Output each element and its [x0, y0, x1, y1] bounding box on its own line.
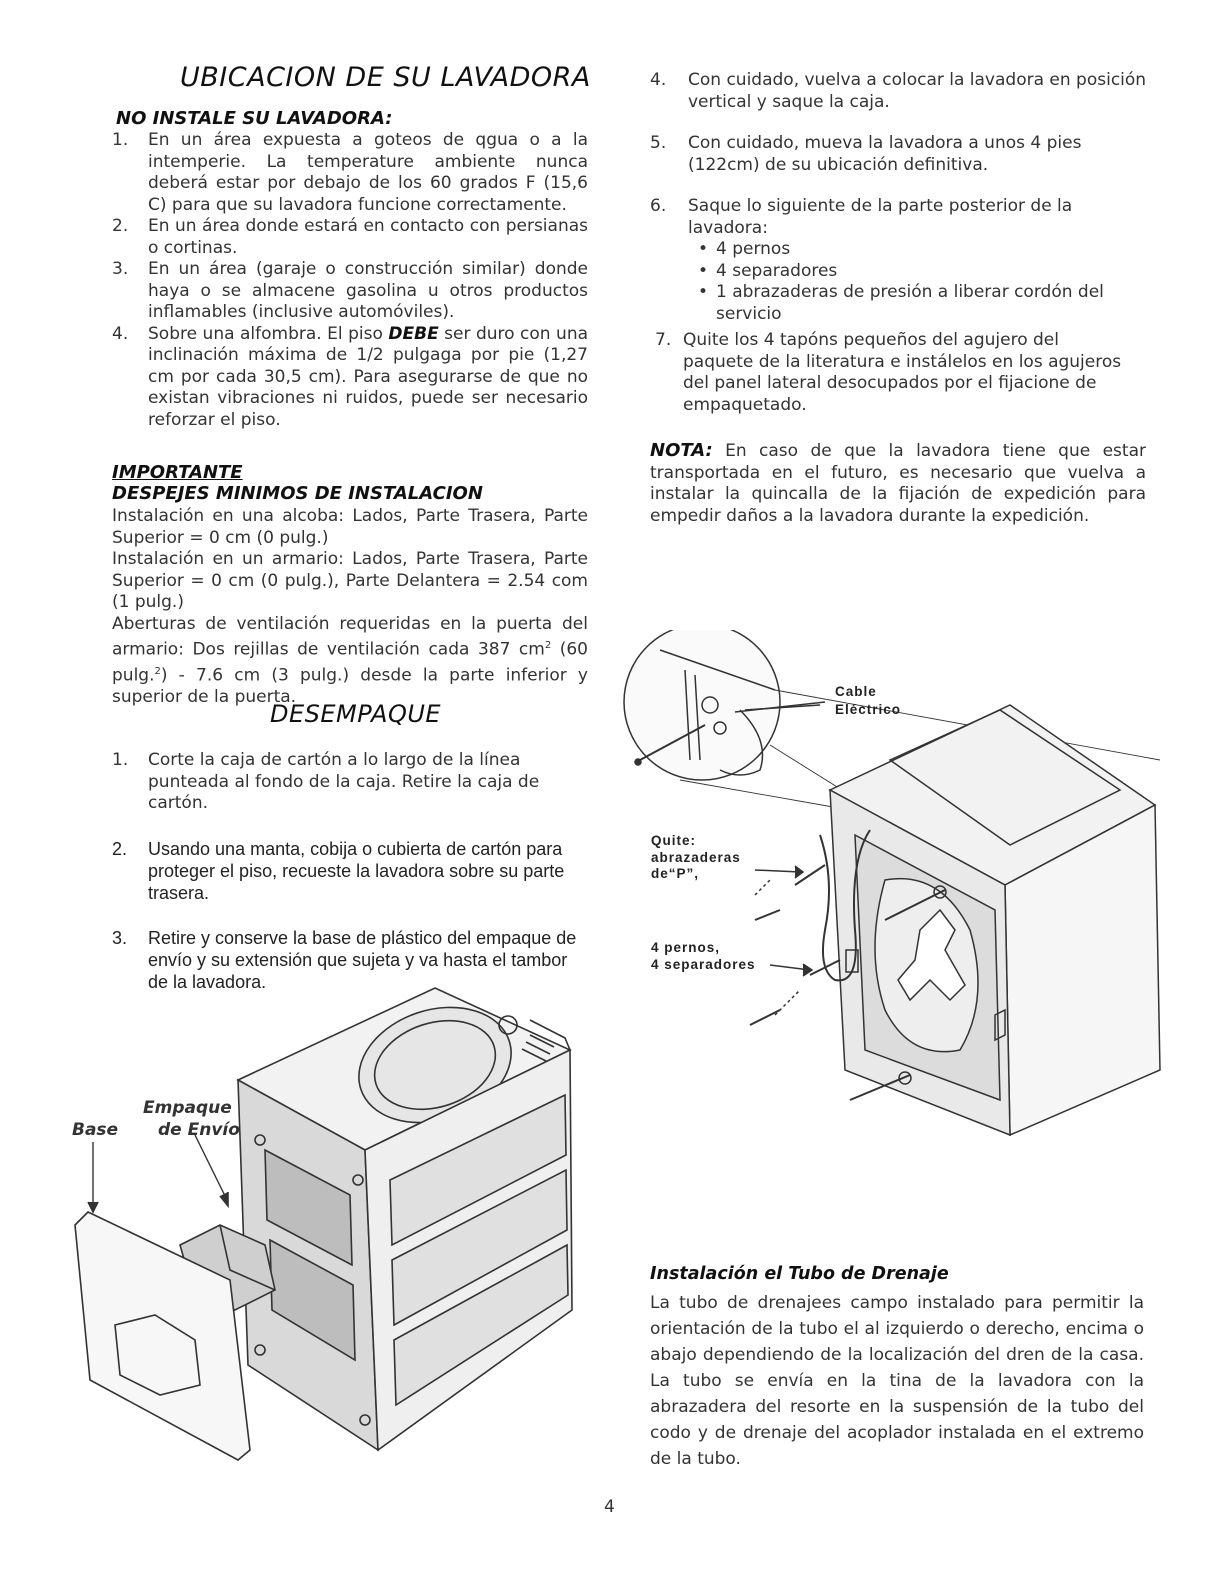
label-abrazaderas: abrazaderas [651, 850, 741, 865]
list-item: 1. En un área expuesta a goteos de qgua o a la intemperie. La temperature ambiente nunca deberá estar por debajo de los 60 grados F (15,6 C) para que su lavadora funcione correctamente. [112, 130, 588, 215]
page-number: 4 [604, 1497, 615, 1517]
label-quite: Quite: [651, 833, 696, 848]
step-7: 7. Quite los 4 tapóns pequeños del agujero del paquete de la literatura e instálelos en los agujeros del panel lateral desocupados por el fijacione de empaquetado. [655, 330, 1122, 415]
list-item: 4. Sobre una alfombra. El piso DEBE ser duro con una inclinación máxima de 1/2 pulgaga por pie (1,27 cm por cada 30,5 cm). Para asegurarse de que no existan vibraciones ni ruidos, puede ser necesario reforzar el piso. [112, 323, 589, 430]
unpack-item-3: 3. Retire y conserve la base de plástico del empaque de envío y su extensión que sujeta y va hasta el tambor de la lavadora. [112, 928, 577, 992]
clearances-text [112, 506, 588, 709]
nota-paragraph: NOTA: En caso de que la lavadora tiene que estar transportada en el futuro, es necesario que vuelva a instalar la quincalla de la fijación de expedición para empedir daños a la lavadora durante la expedición. [650, 440, 1146, 526]
drain-paragraph: La tubo de drenajees campo instalado para permitir la orientación de la tubo el al izquierdo o derecho, encima o abajo dependiendo de la localización del dren de la casa. La tubo se envía en la tina de la lavadora con la abrazadera del resorte en la suspensión de la tubo del codo y de drenaje del acoplador instalada en el extremo de la tubo. [650, 1293, 1144, 1469]
step-5: 5. Con cuidado, mueva la lavadora a unos 4 pies (122cm) de su ubicación definitiva. [650, 133, 1082, 175]
drain-heading: Instalación el Tubo de Drenaje [650, 1264, 949, 1284]
no-install-heading: NO INSTALE SU LAVADORA: [116, 108, 393, 129]
washer-base-illustration [60, 980, 620, 1465]
label-separadores: 4 separadores [651, 957, 756, 972]
no-install-list [112, 130, 588, 431]
important-heading: IMPORTANTE [112, 462, 243, 483]
list-item: • 4 separadores [688, 261, 1150, 283]
section-title-desempaque: DESEMPAQUE [270, 700, 442, 728]
label-base: Base [72, 1120, 119, 1140]
label-electrico: Eléctrico [835, 702, 902, 717]
vent-requirements: Aberturas de ventilación requeridas en la puerta del armario: Dos rejillas de ventilación cada 387 $cm^2$ (60 pulg.$^2$) - 7.6 cm (3 pulg.) desde la parte inferior y superior de la puerta. [112, 613, 588, 708]
clearance-closet: Instalación en un armario: Lados, Parte Trasera, Parte Superior = 0 cm (0 pulg.), Parte Delantera = 2.54 com (1 pulg.) [112, 549, 588, 612]
label-pernos: 4 pernos, [651, 940, 721, 955]
list-item: • 1 abrazaderas de presión a liberar cordón del servicio [688, 282, 1150, 325]
label-empaque-line1: Empaque [143, 1098, 232, 1118]
step-6-bullets [688, 239, 1150, 325]
list-item: 3. En un área (garaje o construcción similar) donde haya o se almacene gasolina u otros productos inflamables (inclusive automóviles). [112, 259, 588, 322]
list-item: • 4 pernos [688, 239, 1150, 261]
clearances-heading: DESPEJES MINIMOS DE INSTALACION [112, 483, 483, 504]
label-empaque-line2: de Envío [158, 1120, 240, 1140]
label-cable: Cable [835, 684, 877, 699]
step-6: 6. Saque lo siguiente de la parte posterior de la lavadora: [650, 196, 1073, 238]
clearance-alcove: Instalación en una alcoba: Lados, Parte Trasera, Parte Superior = 0 cm (0 pulg.) [112, 506, 588, 548]
steps-4-6 [650, 70, 1150, 325]
unpack-item-2: 2. Usando una manta, cobija o cubierta de cartón para proteger el piso, recueste la lavadora sobre su parte trasera. [112, 839, 565, 903]
section-title-ubicacion: UBICACION DE SU LAVADORA [180, 62, 591, 93]
step-4: 4. Con cuidado, vuelva a colocar la lavadora en posición vertical y saque la caja. [650, 70, 1147, 112]
label-de-p: de“P”, [651, 866, 700, 881]
unpack-item-1: 1. Corte la caja de cartón a lo largo de la línea punteada al fondo de la caja. Retire la caja de cartón. [112, 750, 540, 813]
list-item: 2. En un área donde estará en contacto con persianas o cortinas. [112, 216, 588, 258]
